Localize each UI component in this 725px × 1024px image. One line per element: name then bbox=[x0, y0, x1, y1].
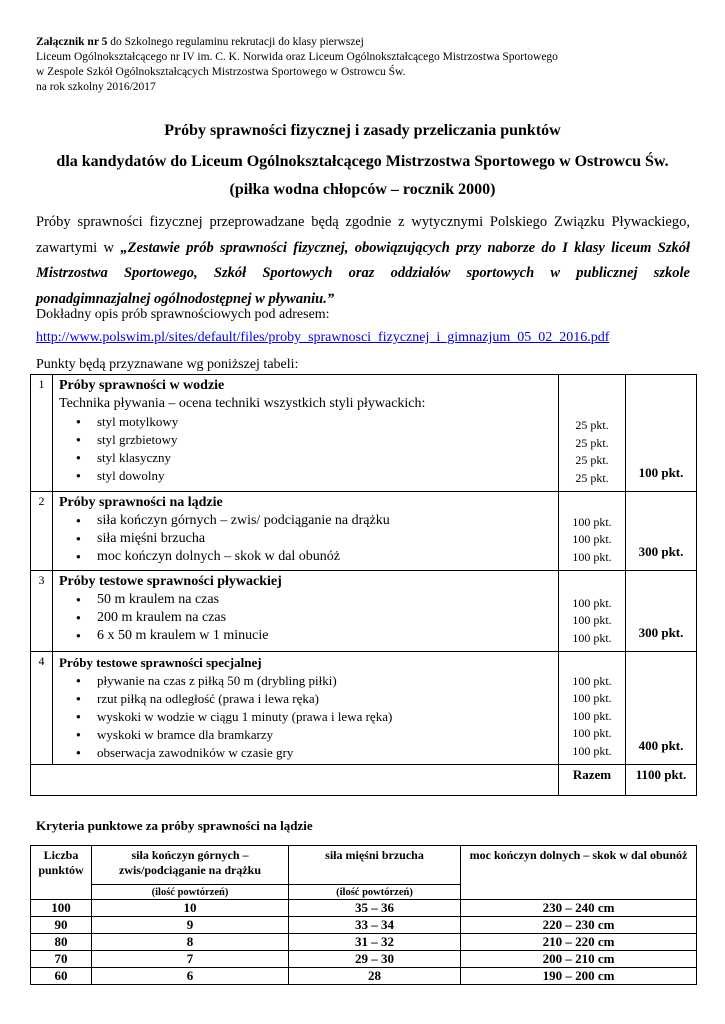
item-points: 100 pkt. bbox=[572, 532, 612, 546]
item-points: 100 pkt. bbox=[572, 613, 612, 627]
intro-paragraph: Próby sprawności fizycznej przeprowadzane będą zgodnie z wytycznymi Polskiego Związku Pływackiego, zawartymi w „Zestawie prób sprawności fizycznej, obowiązujących przy naborze do I klasy liceum Szkół Mistrzostwa Sportowego, Szkół Sportowych oraz oddziałów sportowych w publicznej szkole ponadgimnazjalnej ogólnodostępnej w pływaniu.” bbox=[36, 214, 690, 307]
list-item: ● styl motylkowy bbox=[59, 413, 552, 431]
list-item: ● obserwacja zawodników w czasie gry bbox=[59, 744, 552, 762]
header-line-4: na rok szkolny 2016/2017 bbox=[36, 81, 156, 93]
criteria-title: Kryteria punktowe za próby sprawności na lądzie bbox=[36, 818, 313, 833]
criteria-row bbox=[31, 934, 697, 951]
section-content bbox=[53, 375, 559, 492]
item-points: 100 pkt. bbox=[572, 743, 612, 758]
criteria-cell-points: 100 bbox=[31, 900, 92, 917]
criteria-cell-legs: 220 – 230 cm bbox=[461, 917, 697, 934]
section-content bbox=[53, 652, 559, 765]
criteria-header-points: Liczba punktów bbox=[31, 846, 92, 900]
item-points: 25 pkt. bbox=[575, 470, 609, 485]
list-item: ● siła kończyn górnych – zwis/ podciąganie na drążku bbox=[59, 512, 552, 530]
header-line-3: w Zespole Szkół Ogólnokształcących Mistrzostwa Sportowego w Ostrowcu Św. bbox=[36, 66, 406, 78]
criteria-cell-arms: 7 bbox=[92, 951, 289, 968]
section-number: 3 bbox=[31, 571, 53, 652]
section-title: Próby sprawności w wodzie bbox=[59, 378, 225, 393]
list-item: ● siła mięśni brzucha bbox=[59, 530, 552, 548]
criteria-cell-points: 90 bbox=[31, 917, 92, 934]
section-points bbox=[559, 375, 626, 492]
list-item: ● styl dowolny bbox=[59, 467, 552, 485]
section-title: Próby sprawności na lądzie bbox=[59, 495, 223, 510]
description-label: Dokładny opis prób sprawnościowych pod adresem: bbox=[36, 307, 330, 322]
attachment-label: Załącznik nr 5 bbox=[36, 36, 108, 48]
criteria-cell-arms: 10 bbox=[92, 900, 289, 917]
criteria-cell-abs: 31 – 32 bbox=[289, 934, 461, 951]
criteria-cell-abs: 33 – 34 bbox=[289, 917, 461, 934]
section-items bbox=[59, 512, 552, 566]
criteria-row bbox=[31, 900, 697, 917]
criteria-cell-arms: 8 bbox=[92, 934, 289, 951]
list-item: ● moc kończyn dolnych – skok w dal obunóż bbox=[59, 548, 552, 566]
section-total: 300 pkt. bbox=[626, 571, 697, 652]
list-item: ● styl klasyczny bbox=[59, 449, 552, 467]
points-table-row bbox=[31, 571, 697, 652]
table-intro: Punkty będą przyznawane wg poniższej tabeli: bbox=[36, 357, 299, 372]
item-points: 25 pkt. bbox=[575, 418, 609, 432]
criteria-header-abs: siła mięśni brzucha bbox=[289, 846, 461, 885]
criteria-cell-points: 60 bbox=[31, 968, 92, 985]
item-points: 100 pkt. bbox=[572, 630, 612, 645]
sum-value: 1100 pkt. bbox=[626, 765, 697, 796]
header-line-2: Liceum Ogólnokształcącego nr IV im. C. K. Norwida oraz Liceum Ogólnokształcącego Mistrzostwa Sportowego bbox=[36, 51, 558, 63]
criteria-cell-abs: 28 bbox=[289, 968, 461, 985]
points-table-row bbox=[31, 492, 697, 571]
section-points bbox=[559, 571, 626, 652]
criteria-header-legs: moc kończyn dolnych – skok w dal obunóż bbox=[461, 846, 697, 900]
list-item: ● 200 m kraulem na czas bbox=[59, 609, 552, 627]
criteria-row bbox=[31, 968, 697, 985]
list-item: ● rzut piłką na odległość (prawa i lewa ręka) bbox=[59, 690, 552, 708]
section-title: Próby testowe sprawności pływackiej bbox=[59, 574, 282, 589]
list-item: ● wyskoki w bramce dla bramkarzy bbox=[59, 726, 552, 744]
item-points: 25 pkt. bbox=[575, 435, 609, 450]
section-total: 400 pkt. bbox=[626, 652, 697, 765]
criteria-cell-legs: 210 – 220 cm bbox=[461, 934, 697, 951]
points-table-row bbox=[31, 375, 697, 492]
sum-label: Razem bbox=[559, 765, 626, 796]
section-points bbox=[559, 652, 626, 765]
list-item: ● 6 x 50 m kraulem w 1 minucie bbox=[59, 627, 552, 645]
criteria-cell-arms: 6 bbox=[92, 968, 289, 985]
section-number: 4 bbox=[31, 652, 53, 765]
criteria-unit-abs: (ilość powtórzeń) bbox=[289, 885, 461, 900]
list-item: ● pływanie na czas z piłką 50 m (drybling piłki) bbox=[59, 672, 552, 690]
item-points: 100 pkt. bbox=[572, 691, 612, 705]
item-points: 100 pkt. bbox=[572, 514, 612, 529]
criteria-row bbox=[31, 951, 697, 968]
criteria-header-arms: siła kończyn górnych – zwis/podciąganie na drążku bbox=[92, 846, 289, 885]
section-items bbox=[59, 413, 552, 485]
points-table bbox=[30, 374, 697, 796]
section-content bbox=[53, 571, 559, 652]
criteria-cell-legs: 190 – 200 cm bbox=[461, 968, 697, 985]
page-title-line-1: Próby sprawności fizycznej i zasady przeliczania punktów bbox=[164, 122, 561, 139]
page-title-line-3: (piłka wodna chłopców – rocznik 2000) bbox=[229, 181, 496, 198]
item-points: 100 pkt. bbox=[572, 673, 612, 688]
item-points: 100 pkt. bbox=[572, 595, 612, 610]
document-header bbox=[36, 35, 558, 95]
criteria-cell-arms: 9 bbox=[92, 917, 289, 934]
section-number: 2 bbox=[31, 492, 53, 571]
section-points bbox=[559, 492, 626, 571]
criteria-cell-legs: 230 – 240 cm bbox=[461, 900, 697, 917]
item-points: 100 pkt. bbox=[572, 549, 612, 564]
criteria-row bbox=[31, 917, 697, 934]
section-total: 100 pkt. bbox=[626, 375, 697, 492]
regulation-title: „Zestawie prób sprawności fizycznej, obowiązujących przy naborze do I klasy liceum Szkół Mistrzostwa Sportowego, Szkół Sportowych oraz oddziałów sportowych w publicznej szkole ponadgimnazjalnej ogólnodostępnej w pływaniu.” bbox=[36, 239, 690, 307]
list-item: ● 50 m kraulem na czas bbox=[59, 591, 552, 609]
list-item: ● wyskoki w wodzie w ciągu 1 minuty (prawa i lewa ręka) bbox=[59, 708, 552, 726]
section-total: 300 pkt. bbox=[626, 492, 697, 571]
points-table-row bbox=[31, 652, 697, 765]
section-items bbox=[59, 672, 552, 762]
item-points: 100 pkt. bbox=[572, 726, 612, 740]
criteria-unit-arms: (ilość powtórzeń) bbox=[92, 885, 289, 900]
criteria-table bbox=[30, 845, 697, 985]
criteria-cell-points: 80 bbox=[31, 934, 92, 951]
page-title-line-2: dla kandydatów do Liceum Ogólnokształcącego Mistrzostwa Sportowego w Ostrowcu Św. bbox=[56, 153, 669, 170]
list-item: ● styl grzbietowy bbox=[59, 431, 552, 449]
regulation-link[interactable]: http://www.polswim.pl/sites/default/files/proby_sprawnosci_fizycznej_i_gimnazjum_05_02_2016.pdf bbox=[36, 330, 610, 345]
criteria-cell-abs: 29 – 30 bbox=[289, 951, 461, 968]
section-subtitle: Technika pływania – ocena techniki wszystkich styli pływackich: bbox=[59, 396, 426, 411]
section-content bbox=[53, 492, 559, 571]
points-table-sum-row bbox=[31, 765, 697, 796]
section-title: Próby testowe sprawności specjalnej bbox=[59, 655, 262, 670]
item-points: 25 pkt. bbox=[575, 453, 609, 467]
criteria-cell-points: 70 bbox=[31, 951, 92, 968]
criteria-cell-abs: 35 – 36 bbox=[289, 900, 461, 917]
item-points: 100 pkt. bbox=[572, 708, 612, 723]
sum-empty-cell bbox=[31, 765, 559, 796]
section-number: 1 bbox=[31, 375, 53, 492]
section-items bbox=[59, 591, 552, 645]
criteria-cell-legs: 200 – 210 cm bbox=[461, 951, 697, 968]
header-line-1: Załącznik nr 5 do Szkolnego regulaminu rekrutacji do klasy pierwszej bbox=[36, 36, 364, 48]
